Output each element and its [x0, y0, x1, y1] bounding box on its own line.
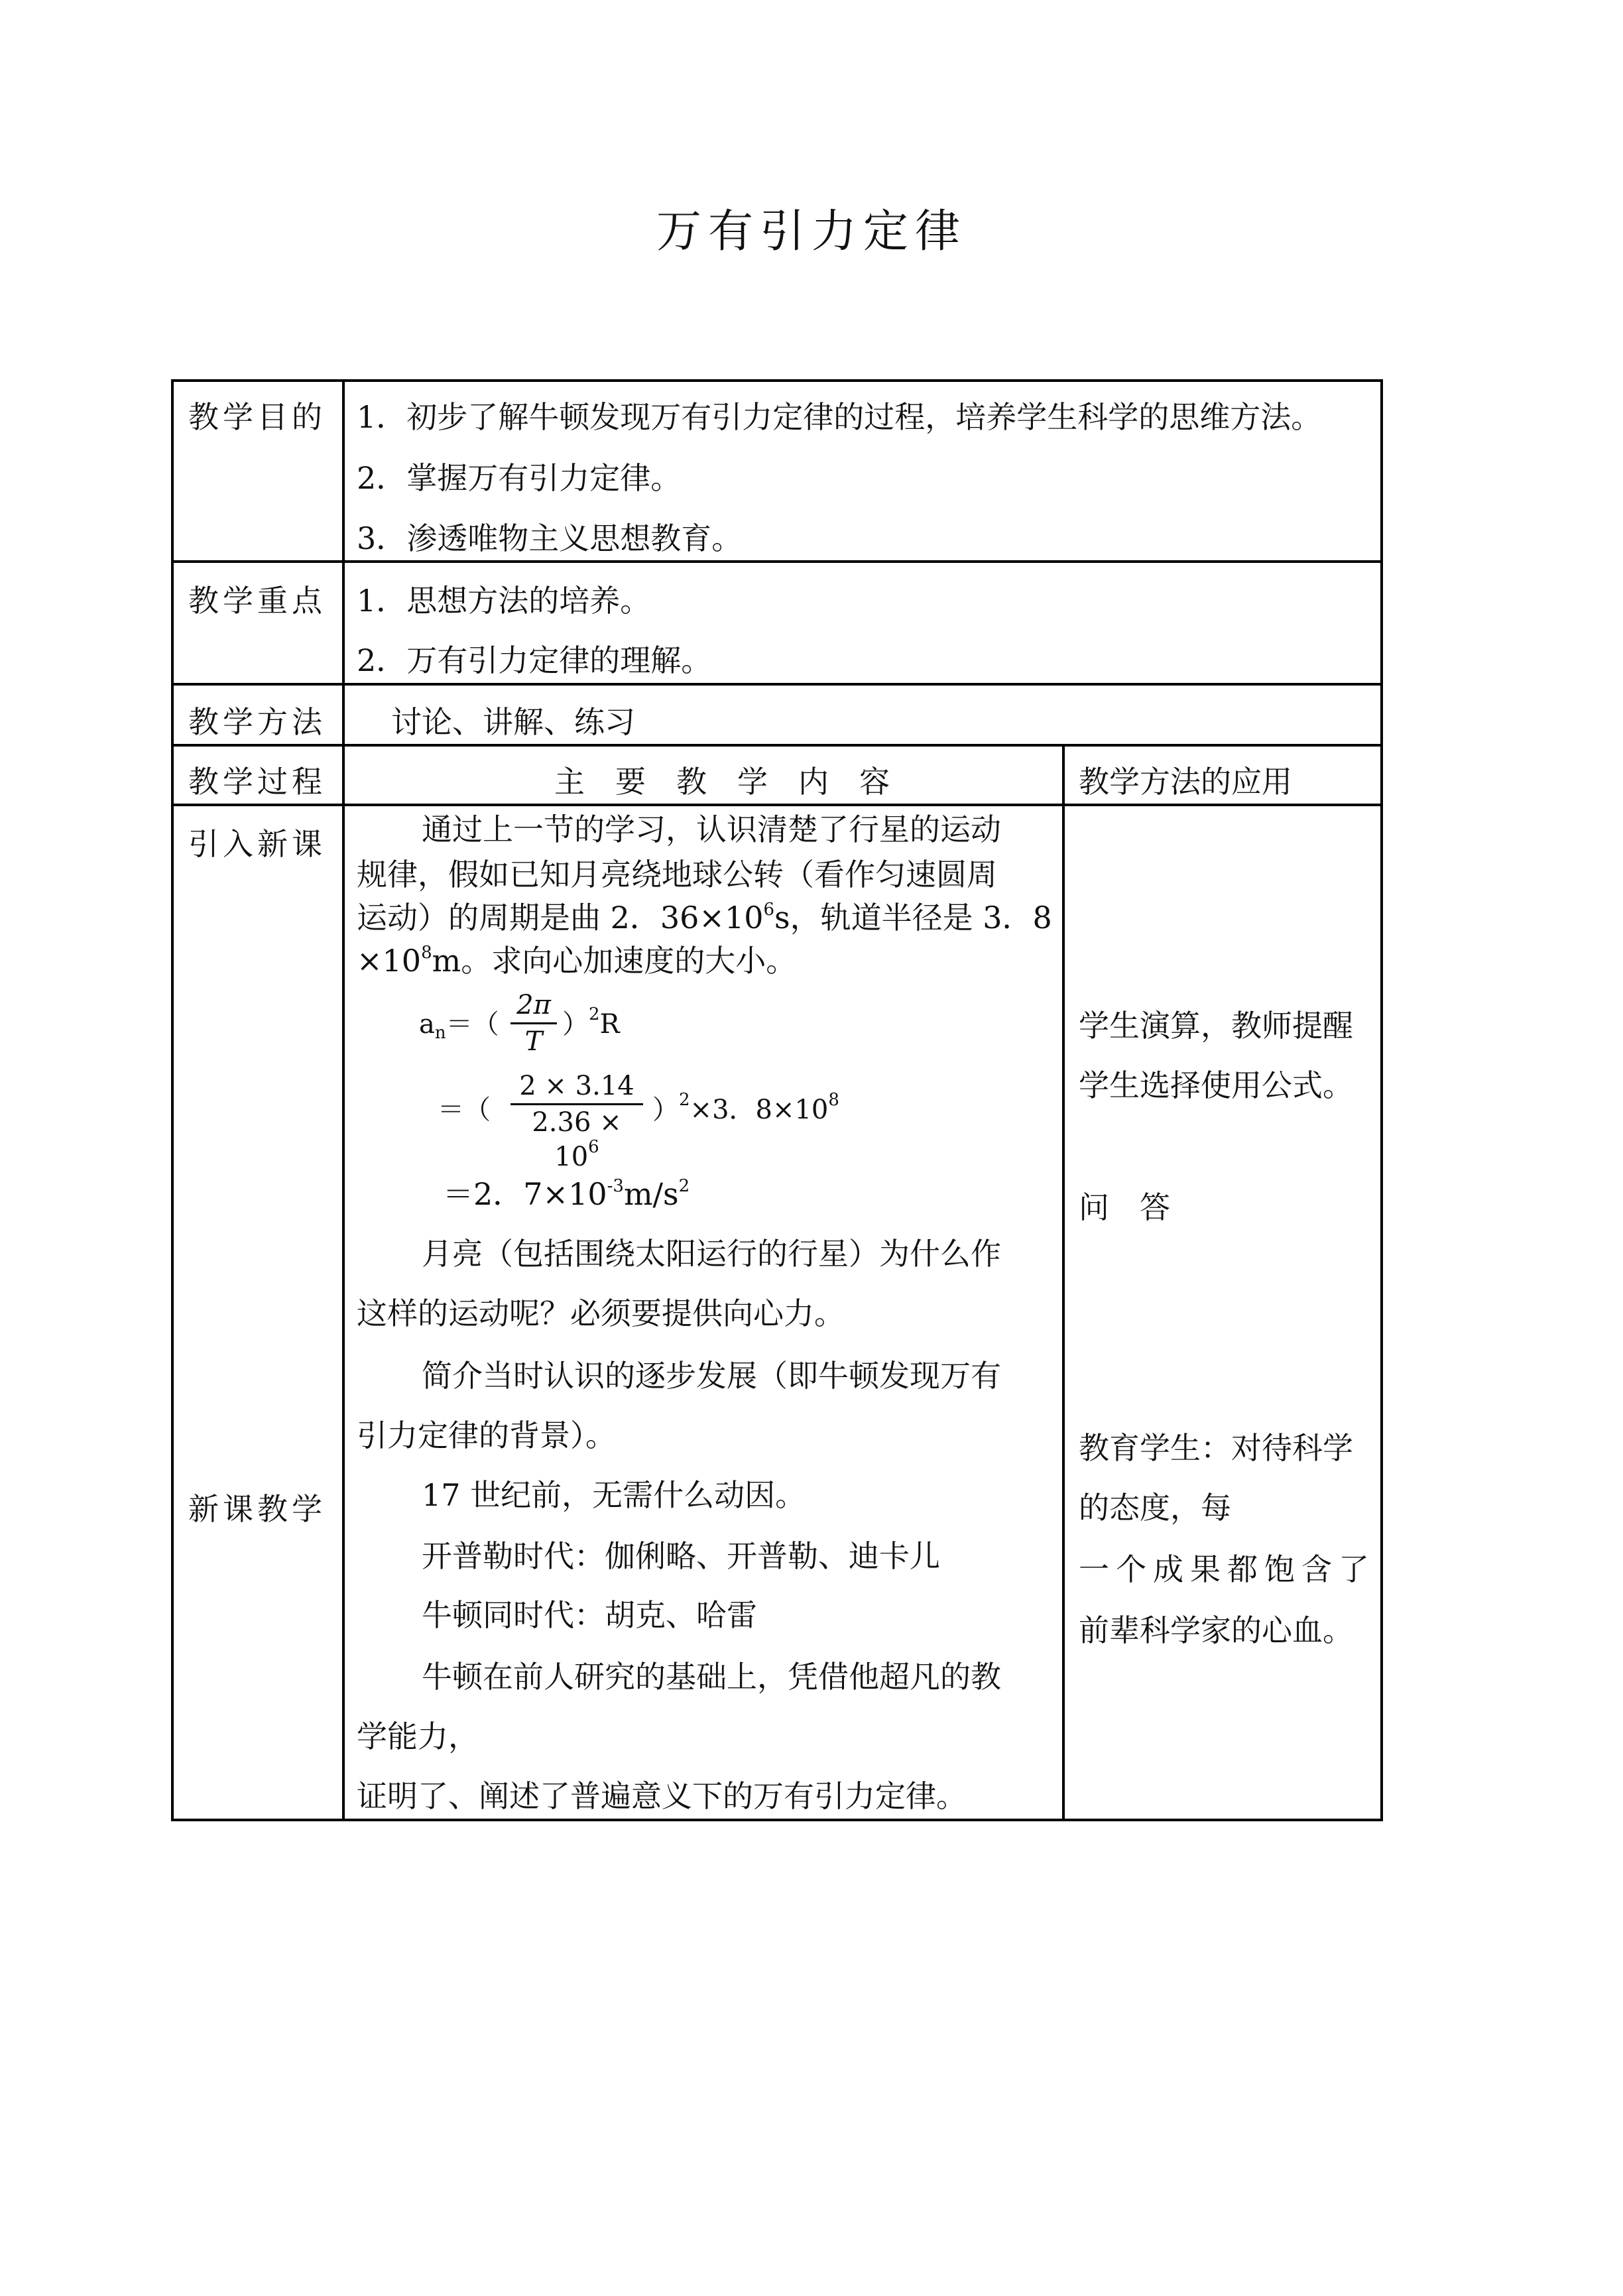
- content-line: 开普勒时代：伽俐略、开普勒、迪卡儿: [422, 1538, 940, 1574]
- fraction: 2π T: [511, 988, 557, 1059]
- keypoint-item: 1．思想方法的培养。: [357, 583, 651, 619]
- objective-item: 2．掌握万有引力定律。: [357, 460, 682, 496]
- section-label-new: 新课教学: [188, 1491, 326, 1527]
- content-line: 牛顿在前人研究的基础上，凭借他超凡的教: [422, 1659, 1001, 1695]
- note-line: 教育学生：对待科学: [1079, 1430, 1353, 1466]
- note-line: 一个成果都饱含了: [1079, 1551, 1376, 1587]
- equation-lhs: $a_n=$（: [419, 1009, 499, 1043]
- content-line: 牛顿同时代：胡克、哈雷: [422, 1597, 757, 1633]
- methods-text: 讨论、讲解、练习: [391, 704, 635, 740]
- keypoint-item: 2．万有引力定律的理解。: [357, 642, 712, 678]
- note-line: 的态度，每: [1079, 1490, 1231, 1526]
- equation-3: ＝2．$7\times 10^{-3}m/s^2$: [443, 1176, 690, 1212]
- row-label-process: 教学过程: [188, 764, 326, 800]
- method-header: 教学方法的应用: [1079, 764, 1292, 800]
- content-line: 17 世纪前，无需什么动因。: [422, 1477, 806, 1513]
- equation-rhs: ）$^2$×3．$8\times 10^8$: [652, 1090, 839, 1125]
- content-line: 规律，假如已知月亮绕地球公转（看作匀速圆周: [357, 857, 997, 892]
- content-header: 主 要 教 学 内 容: [554, 764, 890, 800]
- note-line: 学生演算，教师提醒: [1079, 1008, 1353, 1044]
- note-line: 学生选择使用公式。: [1079, 1067, 1353, 1103]
- content-line: 学能力，: [357, 1719, 479, 1754]
- content-line: 运动）的周期是曲 2．$36\times 10^6s$，轨道半径是 3．8: [357, 900, 1052, 936]
- row-label-methods: 教学方法: [188, 704, 326, 740]
- content-line: 证明了、阐述了普遍意义下的万有引力定律。: [357, 1778, 967, 1814]
- content-line: 引力定律的背景）。: [357, 1418, 616, 1453]
- row-label-keypoints: 教学重点: [188, 583, 326, 619]
- content-line: $\times 10^8m$。求向心加速度的大小。: [357, 943, 797, 979]
- row-label-objectives: 教学目的: [188, 399, 326, 435]
- content-line: 月亮（包括围绕太阳运行的行星）为什么作: [422, 1236, 1001, 1272]
- section-label-intro: 引入新课: [188, 826, 326, 862]
- note-line: 问 答: [1079, 1189, 1170, 1225]
- fraction: 2 × 3.14 $2.36 \times 10^6$: [511, 1069, 643, 1174]
- equation-rhs: ）$^2$R: [562, 1004, 620, 1040]
- objective-item: 3．渗透唯物主义思想教育。: [357, 520, 743, 556]
- content-line: 这样的运动呢？必须要提供向心力。: [357, 1296, 845, 1331]
- page-title: 万有引力定律: [656, 206, 967, 258]
- note-line: 前辈科学家的心血。: [1079, 1612, 1353, 1648]
- content-line: 简介当时认识的逐步发展（即牛顿发现万有: [422, 1358, 1001, 1394]
- equation-open: ＝（: [438, 1095, 491, 1125]
- objective-item: 1．初步了解牛顿发现万有引力定律的过程，培养学生科学的思维方法。: [357, 399, 1322, 435]
- content-line: 通过上一节的学习，认识清楚了行星的运动: [422, 812, 1001, 847]
